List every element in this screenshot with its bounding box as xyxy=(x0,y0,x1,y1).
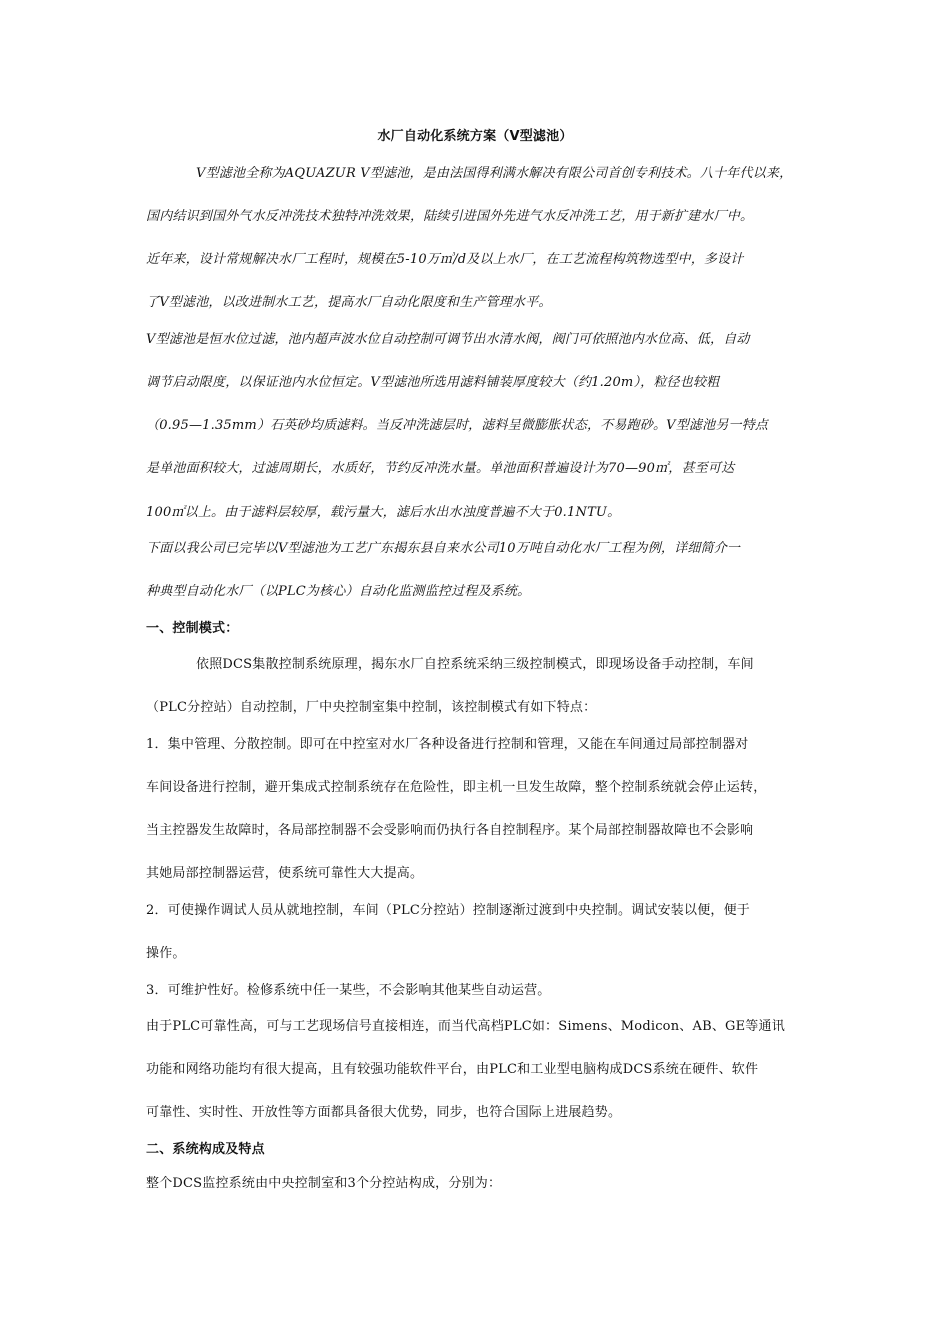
paragraph-line: 国内结识到国外气水反冲洗技术独特冲洗效果，陆续引进国外先进气水反冲洗工艺，用于新扩建水厂中。 xyxy=(146,209,754,224)
paragraph-line: V型滤池全称为AQUAZUR V型滤池，是由法国得利满水解决有限公司首创专利技术。八十年代以来， xyxy=(196,166,793,181)
list-item-line: 1．集中管理、分散控制。即可在中控室对水厂各种设备进行控制和管理，又能在车间通过局部控制器对 xyxy=(146,737,749,752)
paragraph-line: 近年来，设计常规解决水厂工程时，规模在5-10万㎥/d及以上水厂，在工艺流程构筑物选型中，多设计 xyxy=(146,252,744,267)
section-heading-control-mode: 一、控制模式： xyxy=(146,621,239,636)
paragraph-line: （PLC分控站）自动控制，厂中央控制室集中控制，该控制模式有如下特点： xyxy=(146,700,597,715)
list-item-line: 操作。 xyxy=(146,946,186,961)
paragraph-line: 是单池面积较大，过滤周期长，水质好，节约反冲洗水量。单池面积普遍设计为70—90㎡，甚至可达 xyxy=(146,461,735,476)
section-heading-system-structure: 二、系统构成及特点 xyxy=(146,1142,265,1157)
list-item-line: 2．可使操作调试人员从就地控制，车间（PLC分控站）控制逐渐过渡到中央控制。调试安装以便，便于 xyxy=(146,903,750,918)
paragraph-line: 调节启动限度，以保证池内水位恒定。V型滤池所选用滤料铺装厚度较大（约1.20m），粒径也较粗 xyxy=(146,375,720,390)
list-item-line: 3．可维护性好。检修系统中任一某些，不会影响其他某些自动运营。 xyxy=(146,983,551,998)
list-item-line: 车间设备进行控制，避开集成式控制系统存在危险性，即主机一旦发生故障，整个控制系统就会停止运转， xyxy=(146,780,767,795)
list-item-line: 当主控器发生故障时，各局部控制器不会受影响而仍执行各自控制程序。某个局部控制器故障也不会影响 xyxy=(146,823,754,838)
paragraph-line: 了V型滤池，以改进制水工艺，提高水厂自动化限度和生产管理水平。 xyxy=(146,295,552,310)
paragraph-line: 整个DCS监控系统由中央控制室和3个分控站构成，分别为： xyxy=(146,1176,502,1191)
paragraph-line: 100㎡以上。由于滤料层较厚，载污量大，滤后水出水浊度普遍不大于0.1NTU。 xyxy=(146,505,621,520)
paragraph-line: 下面以我公司已完毕以V型滤池为工艺广东揭东县自来水公司10万吨自动化水厂工程为例，详细简介一 xyxy=(146,541,741,556)
paragraph-line: 可靠性、实时性、开放性等方面都具备很大优势，同步，也符合国际上进展趋势。 xyxy=(146,1105,622,1120)
paragraph-line: （0.95—1.35mm）石英砂均质滤料。当反冲洗滤层时，滤料呈微膨胀状态，不易跑砂。V型滤池另一特点 xyxy=(146,418,769,433)
paragraph-line: V型滤池是恒水位过滤，池内超声波水位自动控制可调节出水清水阀，阀门可依照池内水位高、低，自动 xyxy=(146,332,750,347)
paragraph-line: 功能和网络功能均有很大提高，且有较强功能软件平台，由PLC和工业型电脑构成DCS系统在硬件、软件 xyxy=(146,1062,759,1077)
paragraph-line: 种典型自动化水厂（以PLC为核心）自动化监测监控过程及系统。 xyxy=(146,584,531,599)
document-title: 水厂自动化系统方案（V型滤池） xyxy=(377,129,573,144)
paragraph-line: 由于PLC可靠性高，可与工艺现场信号直接相连，而当代高档PLC如：Simens、Modicon、AB、GE等通讯 xyxy=(146,1019,785,1034)
paragraph-line: 依照DCS集散控制系统原理，揭东水厂自控系统采纳三级控制模式，即现场设备手动控制，车间 xyxy=(196,657,754,672)
list-item-line: 其她局部控制器运营，使系统可靠性大大提高。 xyxy=(146,866,424,881)
